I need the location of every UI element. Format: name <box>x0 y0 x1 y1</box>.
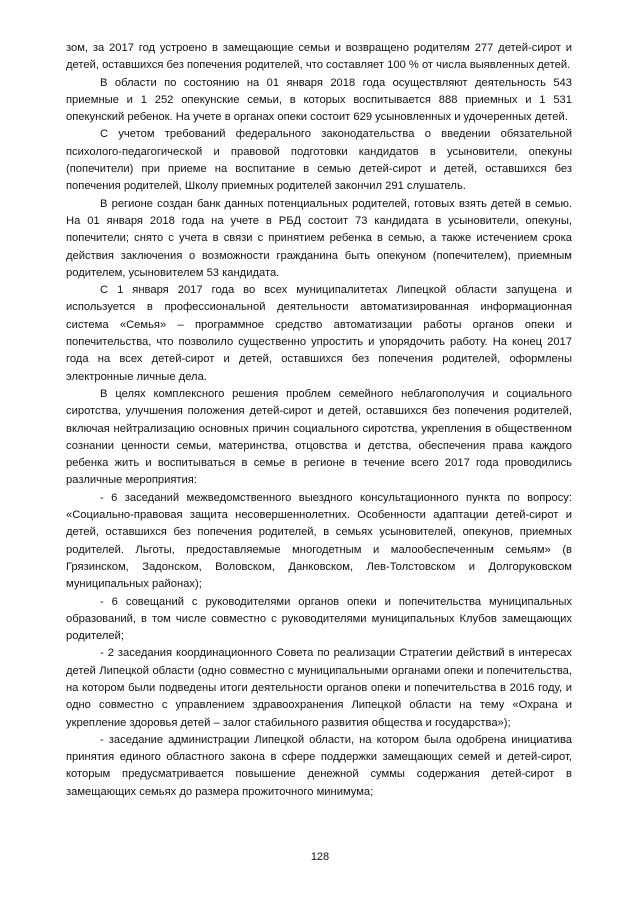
paragraph-2: В области по состоянию на 01 января 2018 года осуществляют деятельность 543 приемные и 1 252 опекунские семьи, в которых воспитывается 888 приемных и 1 531 опекунский ребенок. На учете в органах опеки состоит 629 усыновленных и удочеренных детей. <box>66 76 572 124</box>
paragraph-3: С учетом требований федерального законодательства о введении обязательной психолого-педагогической и правовой подготовки кандидатов в усыновители, опекуны (попечители) при приеме на воспитание в семью детей-сирот и детей, оставшихся без попечения родителей, Школу приемных родителей закончил 291 слушатель. <box>66 128 572 193</box>
paragraph-5: С 1 января 2017 года во всех муниципалитетах Липецкой области запущена и используется в профессиональной деятельности автоматизированная информационная система «Семья» – программное средство автоматизации работы органов опеки и попечительства, что позволило существенно упростить и упорядочить работу. На конец 2017 года на всех детей-сирот и детей, оставшихся без попечения родителей, оформлены электронные личные дела. <box>66 284 572 383</box>
list-item-council: - 2 заседания координационного Совета по реализации Стратегии действий в интересах детей Липецкой области (одно совместно с муниципальными органами опеки и попечительства, на котором были подведены итоги деятельности органов опеки и попечительства в 2016 году, и одно совместно с управлением здравоохранения Липецкой области на тему «Охрана и укрепление здоровья детей – залог стабильного развития общества и государства»); <box>66 647 572 729</box>
paragraph-1: зом, за 2017 год устроено в замещающие семьи и возвращено родителям 277 детей-сирот и детей, оставшихся без попечения родителей, что составляет 100 % от числа выявленных детей. <box>66 42 572 72</box>
paragraph-6: В целях комплексного решения проблем семейного неблагополучия и социального сиротства, улучшения положения детей-сирот и детей, оставшихся без попечения родителей, включая нейтрализацию основных причин социального сиротства, укрепления в общественном сознании ценности семьи, материнства, отцовства и детства, обеспечения права каждого ребенка жить и воспитываться в семье в регионе в течение всего 2017 года проводились различные мероприятия: <box>66 387 572 487</box>
document-page <box>66 40 572 801</box>
list-item-consultation: - 6 заседаний межведомственного выездного консультационного пункта по вопросу: «Социально-правовая защита несовершеннолетних. Особенности адаптации детей-сирот и детей, оставшихся без попечения родителей, в семьях усыновителей, опекунов, приемных родителей. Льготы, предоставляемые многодетным и малообеспеченным семьям» (в Грязинском, Задонском, Воловском, Данковском, Лев-Толстовском и Долгоруковском муниципальных районах); <box>66 491 572 591</box>
list-item-meetings: - 6 совещаний с руководителями органов опеки и попечительства муниципальных образований, в том числе совместно с руководителями муниципальных Клубов замещающих родителей; <box>66 595 572 643</box>
paragraph-4: В регионе создан банк данных потенциальных родителей, готовых взять детей в семью. На 01 января 2018 года на учете в РБД состоит 73 кандидата в усыновители, опекуны, попечители; снято с учета в связи с принятием ребенка в семью, а также истечением срока действия заключения о возможности гражданина быть опекуном (попечителем), приемным родителем, усыновителем 53 кандидата. <box>66 197 572 279</box>
page-number: 128 <box>310 851 330 863</box>
list-item-administration: - заседание администрации Липецкой области, на котором была одобрена инициатива принятия единого областного закона в сфере поддержки замещающих семей и детей-сирот, которым предусматривается повышение денежной суммы содержания детей-сирот в замещающих семьях до размера прожиточного минимума; <box>66 733 572 798</box>
